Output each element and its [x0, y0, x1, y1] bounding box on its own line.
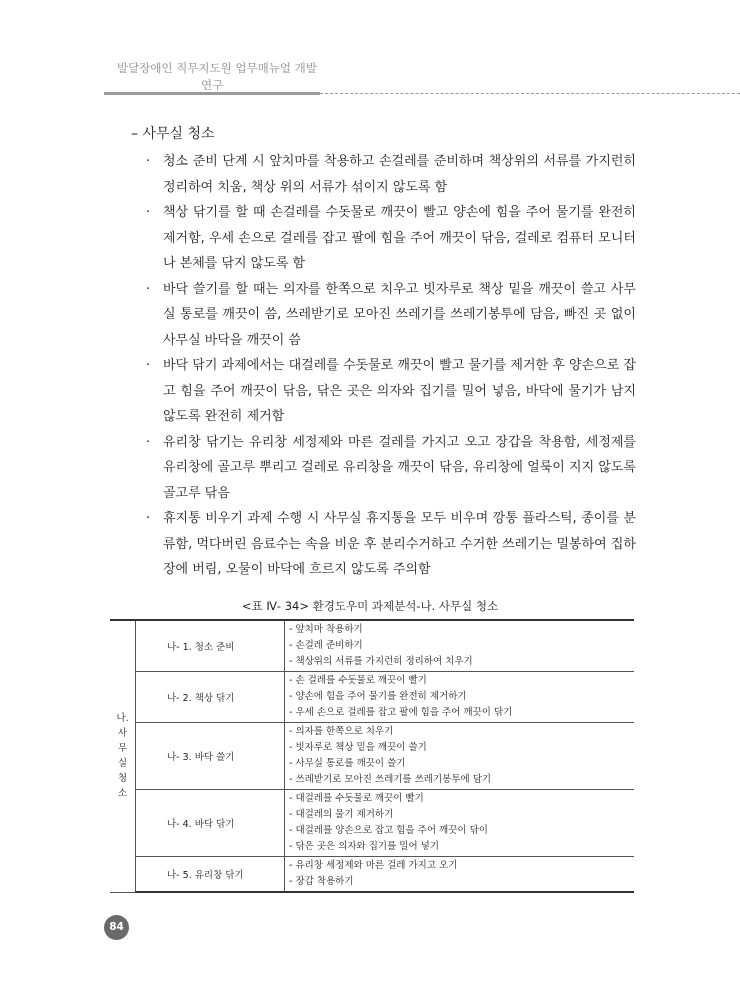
table-row: [110, 790, 634, 857]
task-name-cell: 나- 5. 유리창 닦기: [136, 857, 285, 893]
task-step: - 대걸레의 물기 제거하기: [289, 809, 394, 820]
bullet-item-trash-emptying: [146, 506, 636, 583]
bullet-dot-icon: ·: [146, 281, 151, 297]
task-step: - 사무실 통로를 깨끗이 쓸기: [289, 758, 406, 769]
task-analysis-table: [110, 619, 634, 893]
task-step: - 대걸레를 양손으로 잡고 힘을 주어 깨끗이 닦이: [289, 825, 488, 836]
table-row: [110, 723, 634, 790]
table-row: [110, 672, 634, 723]
task-step: - 우세 손으로 걸레를 잡고 팔에 힘을 주어 깨끗이 닦기: [289, 707, 513, 718]
task-steps-cell: [285, 672, 635, 723]
task-name-cell: 나- 3. 바닥 쓸기: [136, 723, 285, 790]
group-label-char: 소: [117, 788, 128, 800]
task-name-cell: 나- 4. 바닥 닦기: [136, 790, 285, 857]
running-header-title-continued: 연구: [201, 78, 224, 92]
bullet-item-floor-sweeping: [146, 277, 636, 354]
header-rule-solid: [104, 92, 320, 95]
task-steps-cell: [285, 857, 635, 893]
task-steps-cell: [285, 620, 635, 672]
bullet-text: 바닥 쓸기를 할 때는 의자를 한쪽으로 치우고 빗자루로 책상 밑을 깨끗이 쓸고 사무실 통로를 깨끗이 씀, 쓰레받기로 모아진 쓰레기를 쓰레기봉투에 담음, 빠진 곳 없이 사무실 바닥을 깨끗이 씀: [163, 281, 636, 348]
bullet-dot-icon: ·: [146, 358, 151, 373]
task-step: - 의자를 한쪽으로 치우기: [289, 726, 394, 737]
task-name-cell: 나- 1. 청소 준비: [136, 620, 285, 672]
bullet-item-window-cleaning: [146, 430, 636, 507]
task-step: - 양손에 힘을 주어 물기를 완전히 제거하기: [289, 691, 467, 702]
bullet-text: 책상 닦기를 할 때 손걸레를 수돗물로 깨끗이 빨고 양손에 힘을 주어 물기를 완전히 제거함, 우세 손으로 걸레를 잡고 팔에 힘을 주어 깨끗이 닦음, 걸레로 컴퓨터 모니터나 본체를 닦지 않도록 함: [163, 205, 636, 271]
group-label-char: 사: [117, 728, 128, 740]
bullet-item-desk-wiping: [146, 200, 636, 277]
bullet-text: 청소 준비 단계 시 앞치마를 착용하고 손걸레를 준비하며 책상위의 서류를 가지런히 정리하여 치움, 책상 위의 서류가 섞이지 않도록 함: [163, 154, 636, 195]
header-rule-dashed: [320, 93, 740, 94]
table-caption: <표 Ⅳ- 34> 환경도우미 과제분석-나. 사무실 청소: [241, 599, 499, 613]
task-steps-cell: [285, 723, 635, 790]
task-step: - 장갑 착용하기: [289, 876, 354, 887]
task-step: - 책상위의 서류를 가지런히 정리하여 치우기: [289, 656, 473, 667]
task-step: - 손 걸레를 수돗물로 깨끗이 빨기: [289, 675, 427, 686]
task-step: - 닦은 곳은 의자와 집기를 밀어 넣기: [289, 841, 440, 852]
task-name-cell: 나- 2. 책상 닦기: [136, 672, 285, 723]
group-label-char: 청: [117, 773, 128, 785]
group-label-char: 무: [117, 743, 128, 755]
task-step: - 빗자루로 책상 밑을 깨끗이 쓸기: [289, 742, 427, 753]
task-steps-cell: [285, 790, 635, 857]
bullet-dot-icon: ·: [146, 511, 151, 526]
bullet-dot-icon: ·: [146, 154, 151, 169]
group-label-cell: [110, 620, 136, 892]
bullet-text: 바닥 닦기 과제에서는 대걸레를 수돗물로 깨끗이 빨고 물기를 제거한 후 양손으로 잡고 힘을 주어 깨끗이 닦음, 닦은 곳은 의자와 집기를 밀어 넣음, 바닥에 물기가 남지 않도록 완전히 제거함: [163, 358, 636, 424]
task-step: - 유리창 세정제와 마른 걸레 가지고 오기: [289, 860, 458, 871]
task-step: - 손걸레 준비하기: [289, 640, 363, 651]
table-row: [110, 857, 634, 893]
running-header-title: 발달장애인 직무지도원 업무매뉴얼 개발: [117, 61, 317, 75]
task-step: - 대걸레를 수돗물로 깨끗이 빨기: [289, 793, 424, 804]
bullet-text: 유리창 닦기는 유리창 세정제와 마른 걸레를 가지고 오고 장갑을 착용함, 세정제를 유리창에 골고루 뿌리고 걸레로 유리창을 깨끗이 닦음, 유리창에 얼룩이 지지 않도록 골고루 닦음: [163, 434, 636, 501]
table-row: [110, 620, 634, 672]
task-step: - 앞치마 착용하기: [289, 624, 363, 635]
group-label-char: 실: [117, 758, 128, 770]
bullet-list: [146, 149, 636, 583]
bullet-item-floor-mopping: [146, 353, 636, 430]
task-step: - 쓰레받기로 모아진 쓰레기를 쓰레기봉투에 담기: [289, 774, 492, 785]
bullet-item-preparation: [146, 149, 636, 200]
bullet-dot-icon: ·: [146, 434, 151, 450]
group-label-char: 나.: [116, 713, 129, 725]
section-heading: – 사무실 청소: [131, 126, 215, 142]
page-number-badge: 84: [104, 915, 129, 940]
bullet-text: 휴지통 비우기 과제 수행 시 사무실 휴지통을 모두 비우며 깡통 플라스틱, 종이를 분류함, 먹다버린 음료수는 속을 비운 후 분리수거하고 수거한 쓰레기는 밀봉하여 집하장에 버림, 오물이 바닥에 흐르지 않도록 주의함: [163, 511, 636, 577]
bullet-dot-icon: ·: [146, 205, 151, 220]
